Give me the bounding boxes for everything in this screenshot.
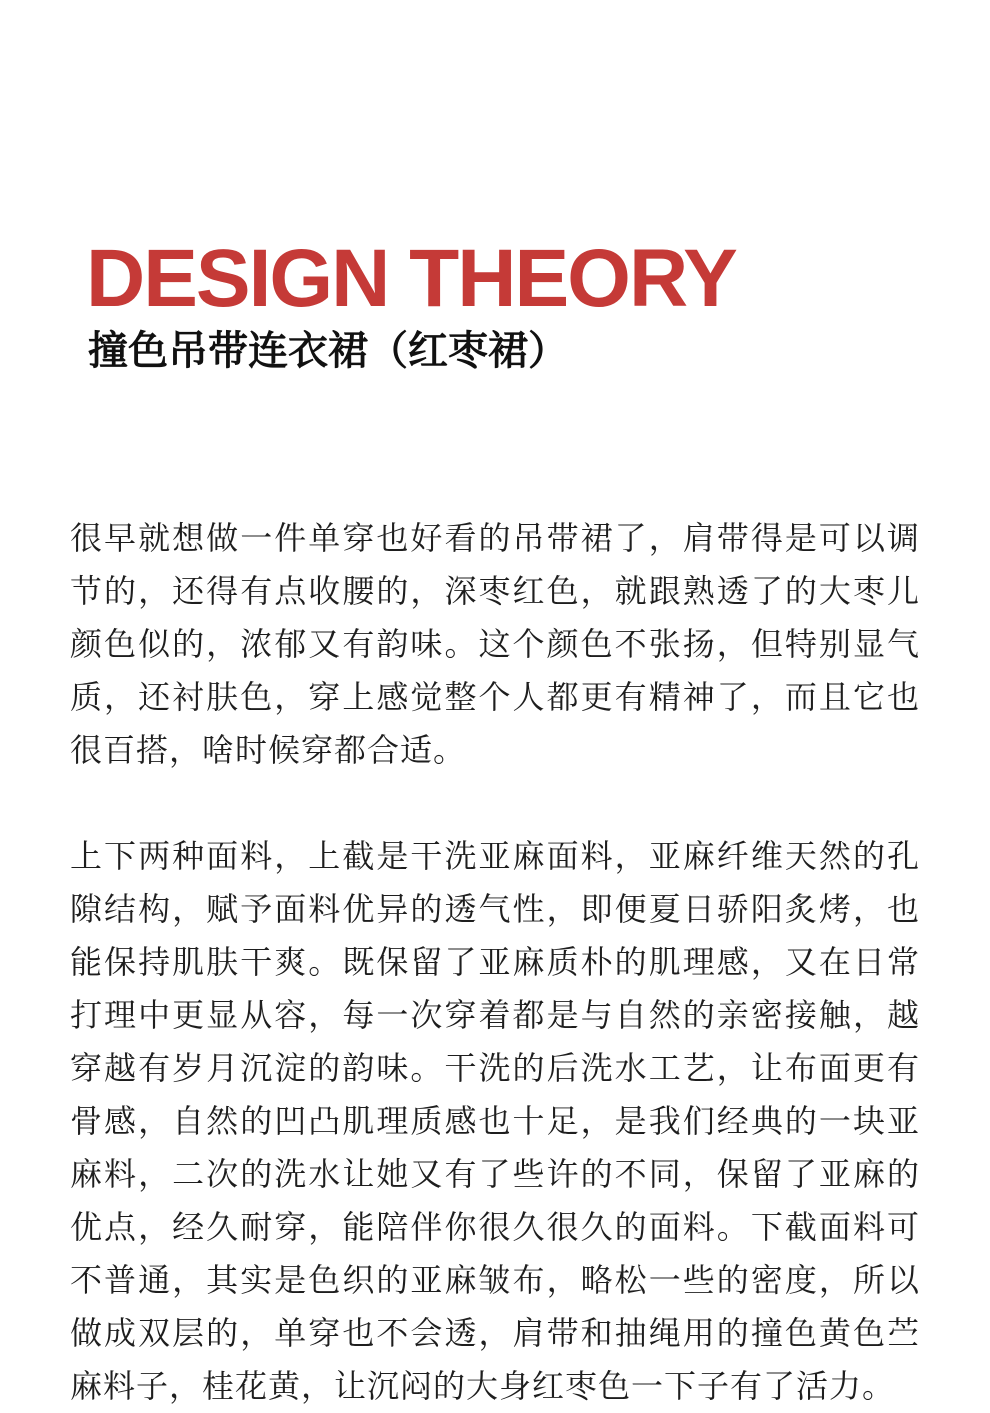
- body-text: [70, 512, 920, 1413]
- title-english: DESIGN THEORY: [86, 233, 736, 324]
- paragraph-fabric: 上下两种面料，上截是干洗亚麻面料，亚麻纤维天然的孔隙结构，赋予面料优异的透气性，即便夏日骄阳炙烤，也能保持肌肤干爽。既保留了亚麻质朴的肌理感，又在日常打理中更显从容，每一次穿着都是与自然的亲密接触，越穿越有岁月沉淀的韵味。干洗的后洗水工艺，让布面更有骨感，自然的凹凸肌理质感也十足，是我们经典的一块亚麻料，二次的洗水让她又有了些许的不同，保留了亚麻的优点，经久耐穿，能陪伴你很久很久的面料。下截面料可不普通，其实是色织的亚麻皱布，略松一些的密度，所以做成双层的，单穿也不会透，肩带和抽绳用的撞色黄色苎麻料子，桂花黄，让沉闷的大身红枣色一下子有了活力。: [70, 837, 920, 1405]
- heading-block: [86, 233, 946, 376]
- paragraph-intro: 很早就想做一件单穿也好看的吊带裙了，肩带得是可以调节的，还得有点收腰的，深枣红色，就跟熟透了的大枣儿颜色似的，浓郁又有韵味。这个颜色不张扬，但特别显气质，还衬肤色，穿上感觉整个人都更有精神了，而且它也很百搭，啥时候穿都合适。: [70, 519, 920, 769]
- title-chinese: 撞色吊带连衣裙（红枣裙）: [88, 328, 568, 374]
